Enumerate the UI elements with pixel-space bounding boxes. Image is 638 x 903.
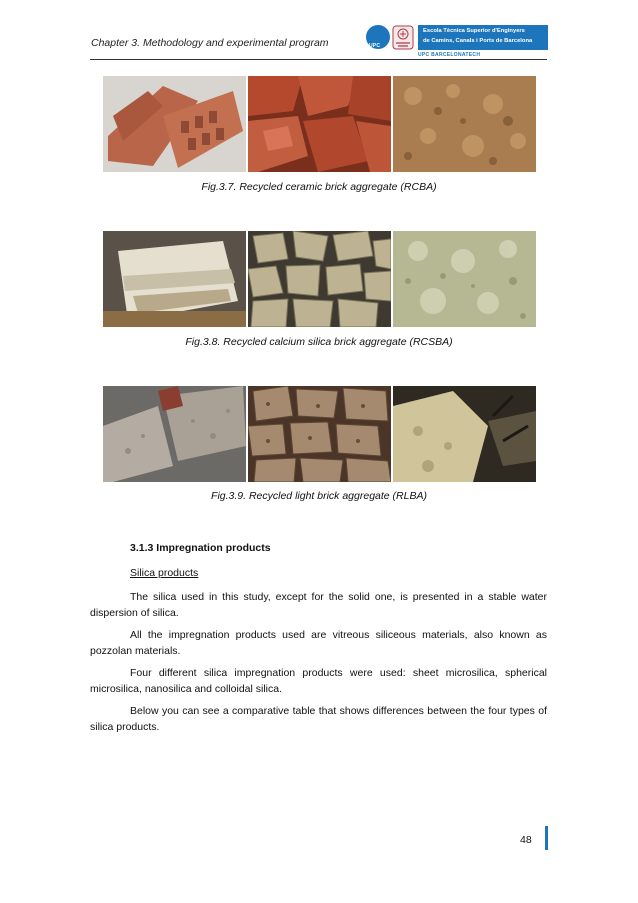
figure-caption-3-9: Fig.3.9. Recycled light brick aggregate (RLBA): [211, 490, 427, 502]
paragraph-2: [90, 627, 547, 659]
figure-caption-3-7: Fig.3.7. Recycled ceramic brick aggregate (RCBA): [201, 181, 437, 193]
section-heading: 3.1.3 Impregnation products: [130, 542, 271, 554]
paragraph-3-text: Four different silica impregnation products were used: sheet microsilica, spherical microsilica, nanosilica and colloidal silica.: [90, 667, 547, 695]
figure-caption-3-8: Fig.3.8. Recycled calcium silica brick aggregate (RCSBA): [185, 336, 453, 348]
barcelonatech-label: UPC BARCELONATECH: [418, 52, 481, 58]
header-rule: [90, 59, 547, 60]
paragraph-2-text: All the impregnation products used are vitreous siliceous materials, also known as pozzolan materials.: [90, 629, 547, 657]
paragraph-1: [90, 589, 547, 621]
rlba-photo-1: [103, 386, 246, 482]
page-number: 48: [520, 834, 532, 846]
rcsba-photo-2: [248, 231, 391, 327]
rcba-photo-2: [248, 76, 391, 172]
upc-logo-text: UPC: [369, 43, 381, 49]
paragraph-4: [90, 703, 547, 735]
rcsba-photo-1: [103, 231, 246, 327]
subsection-heading: Silica products: [130, 567, 199, 579]
paragraph-4-text: Below you can see a comparative table that shows differences between the four types of silica products.: [90, 705, 547, 733]
school-name-line1: Escola Tècnica Superior d'Enginyers: [423, 28, 525, 34]
paragraph-3: [90, 665, 547, 697]
page-number-bar: [545, 826, 548, 850]
rcsba-photo-3: [393, 231, 536, 327]
school-name-line2: de Camins, Canals i Ports de Barcelona: [423, 38, 533, 44]
rcba-photo-1: [103, 76, 246, 172]
rlba-photo-3: [393, 386, 536, 482]
school-seal-logo: [392, 25, 414, 50]
rcba-photo-3: [393, 76, 536, 172]
rlba-photo-2: [248, 386, 391, 482]
paragraph-1-text: The silica used in this study, except for the solid one, is presented in a stable water dispersion of silica.: [90, 591, 547, 619]
running-header: Chapter 3. Methodology and experimental program: [91, 37, 329, 49]
